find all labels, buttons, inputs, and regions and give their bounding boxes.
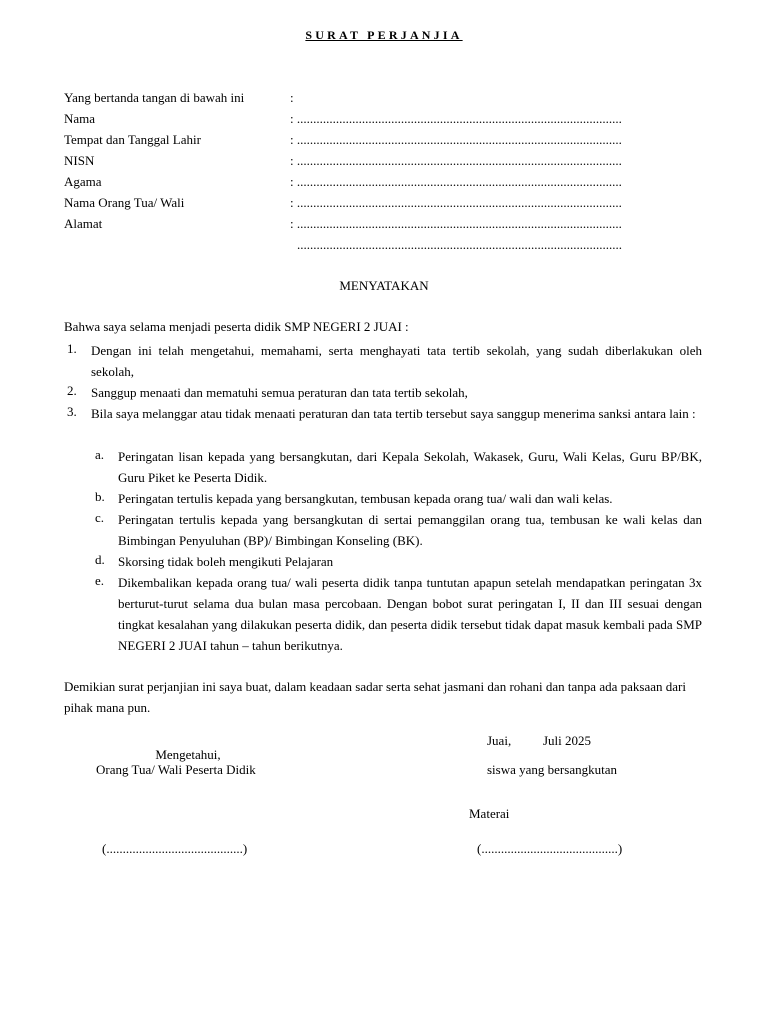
parent-name-placeholder: (..........................................) — [102, 841, 248, 856]
list-number: 1. — [67, 341, 77, 356]
document-title: SURAT PERJANJIA — [305, 28, 463, 42]
list-number: 3. — [67, 404, 77, 419]
form-value: : .................................................................................................... — [290, 153, 622, 168]
form-label: Agama — [64, 174, 102, 189]
list-text: Sanggup menaati dan mematuhi semua peraturan dan tata tertib sekolah, — [91, 385, 468, 400]
form-value: : .................................................................................................... — [290, 174, 622, 189]
list-letter: e. — [95, 573, 105, 588]
form-label: Nama Orang Tua/ Wali — [64, 195, 185, 210]
list-text: Dengan ini telah mengetahui, memahami, serta menghayati tata tertib sekolah, yang sudah diberlakukan oleh sekolah, — [91, 343, 702, 379]
closing-text: Demikian surat perjanjian ini saya buat, dalam keadaan sadar serta sehat jasmani dan rohani dan tanpa ada paksaan dari pihak mana pun. — [64, 679, 686, 715]
form-label: NISN — [64, 153, 95, 168]
declaration-heading: MENYATAKAN — [339, 278, 429, 293]
signature-place: Juai, — [487, 733, 512, 748]
list-text: Skorsing tidak boleh mengikuti Pelajaran — [118, 554, 334, 569]
list-letter: a. — [95, 447, 105, 462]
list-number: 2. — [67, 383, 77, 398]
form-value: : .................................................................................................... — [290, 132, 622, 147]
form-label: Yang bertanda tangan di bawah ini — [64, 90, 245, 105]
intro-text: Bahwa saya selama menjadi peserta didik SMP NEGERI 2 JUAI : — [64, 319, 409, 334]
list-text: Peringatan tertulis kepada yang bersangkutan di sertai pemanggilan orang tua, tembusan ke wali kelas dan Bimbingan Penyuluhan (BP)/ Bimbingan Konseling (BK). — [118, 512, 702, 548]
form-label: Alamat — [64, 216, 103, 231]
form-value: .................................................................................................... — [297, 237, 622, 252]
form-value: : .................................................................................................... — [290, 195, 622, 210]
student-role-label: siswa yang bersangkutan — [487, 762, 617, 777]
form-value: : .................................................................................................... — [290, 216, 622, 231]
acknowledged-label: Mengetahui, — [155, 747, 221, 762]
list-text: Bila saya melanggar atau tidak menaati peraturan dan tata tertib tersebut saya sanggup menerima sanksi antara lain : — [91, 406, 696, 421]
form-label: Tempat dan Tanggal Lahir — [64, 132, 201, 147]
list-letter: b. — [95, 489, 105, 504]
student-name-placeholder: (..........................................) — [477, 841, 623, 856]
list-letter: d. — [95, 552, 105, 567]
parent-role-label: Orang Tua/ Wali Peserta Didik — [96, 762, 256, 777]
form-value: : — [290, 90, 294, 105]
list-text: Peringatan lisan kepada yang bersangkutan, dari Kepala Sekolah, Wakasek, Guru, Wali Kelas, Guru BP/BK, Guru Piket ke Peserta Didik. — [118, 449, 702, 485]
form-label: Nama — [64, 111, 96, 126]
stamp-label: Materai — [469, 806, 510, 821]
list-text: Peringatan tertulis kepada yang bersangkutan, tembusan kepada orang tua/ wali dan wali kelas. — [118, 491, 613, 506]
list-text: Dikembalikan kepada orang tua/ wali peserta didik tanpa tuntutan apapun setelah mendapatkan peringatan 3x berturut-turut selama dua bulan masa percobaan. Dengan bobot surat peringatan I, II dan III sesuai dengan tingkat kesalahan yang dilakukan peserta didik, dan peserta didik tersebut tidak dapat masuk kembali pada SMP NEGERI 2 JUAI tahun – tahun berikutnya. — [118, 575, 702, 653]
form-value: : .................................................................................................... — [290, 111, 622, 126]
list-letter: c. — [95, 510, 105, 525]
signature-date: Juli 2025 — [543, 733, 592, 748]
